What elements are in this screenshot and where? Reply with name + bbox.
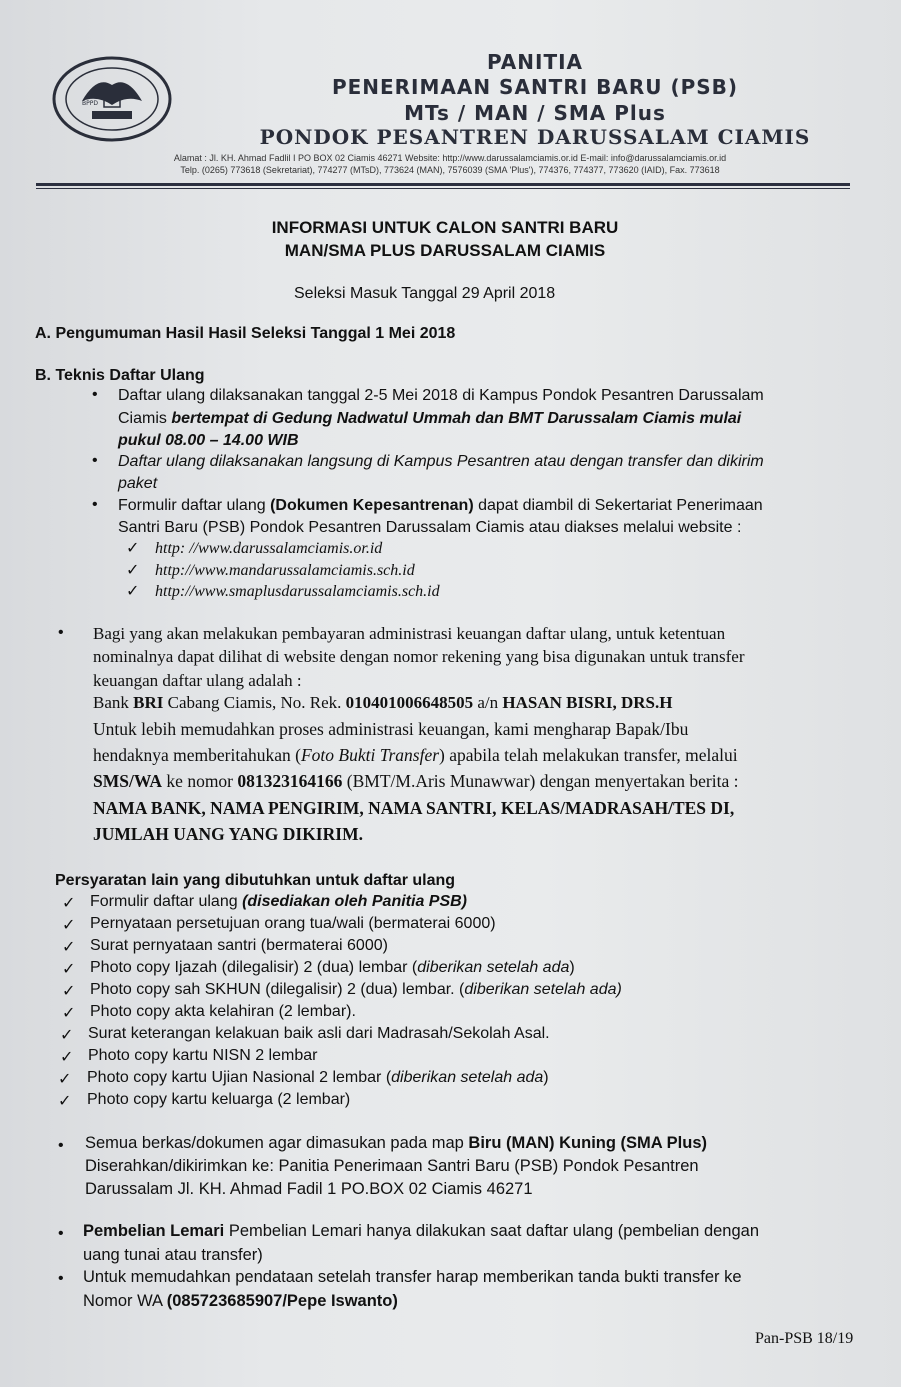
closing-3-line-1: Untuk memudahkan pendataan setelah transfer harap memberikan tanda bukti transfer ke [83, 1268, 742, 1286]
req-item-1: Formulir daftar ulang (disediakan oleh Panitia PSB) [90, 893, 468, 910]
bullet-icon: • [58, 1225, 64, 1242]
seleksi-date: Seleksi Masuk Tanggal 29 April 2018 [294, 285, 556, 302]
closing-1-line-1: Semua berkas/dokumen agar dimasukan pada map Biru (MAN) Kuning (SMA Plus) [85, 1134, 708, 1152]
b2-line-2: paket [118, 475, 158, 492]
header-divider-thin [36, 188, 850, 189]
b1-line-2: Ciamis bertempat di Gedung Nadwatul Ummah dan BMT Darussalam Ciamis mulai [118, 410, 742, 427]
section-b-heading: B. Teknis Daftar Ulang [35, 367, 205, 384]
closing-1-line-3: Darussalam Jl. KH. Ahmad Fadil 1 PO.BOX 02 Ciamis 46271 [85, 1180, 533, 1198]
req-item-8: Photo copy kartu NISN 2 lembar [88, 1047, 318, 1064]
website-link[interactable]: http: //www.darussalamciamis.or.id [155, 540, 383, 557]
payment-line-1: Bagi yang akan melakukan pembayaran administrasi keuangan daftar ulang, untuk ketentuan [93, 624, 726, 643]
req-item-5: Photo copy sah SKHUN (dilegalisir) 2 (dua) lembar. (diberikan setelah ada) [90, 981, 622, 998]
bank-account-line: Bank BRI Cabang Ciamis, No. Rek. 010401006648505 a/n HASAN BISRI, DRS.H [93, 693, 673, 712]
closing-2-line-1: Pembelian Lemari Pembelian Lemari hanya dilakukan saat daftar ulang (pembelian dengan [83, 1222, 760, 1240]
header-address: Alamat : Jl. KH. Ahmad Fadlil I PO BOX 02 Ciamis 46271 Website: http://www.darussalamciamis.or.id E-mail: info@darussalamciamis.or.id [173, 153, 727, 163]
checkmark-icon: ✓ [126, 583, 140, 600]
logo-text: BPPD [82, 100, 98, 107]
closing-2-line-2: uang tunai atau transfer) [83, 1246, 263, 1264]
b2-line-1: Daftar ulang dilaksanakan langsung di Kampus Pesantren atau dengan transfer dan dikirim [118, 453, 764, 470]
closing-3-line-2: Nomor WA (085723685907/Pepe Iswanto) [83, 1292, 398, 1310]
header-divider [36, 183, 850, 186]
checkmark-icon: ✓ [126, 540, 140, 557]
website-link[interactable]: http://www.smaplusdarussalamciamis.sch.id [155, 583, 440, 600]
payment-line-5: Untuk lebih memudahkan proses administrasi keuangan, kami mengharap Bapak/Ibu [93, 719, 689, 739]
bullet-icon: • [92, 496, 98, 513]
header-line-1: PANITIA [486, 50, 584, 74]
header-line-3: MTs / MAN / SMA Plus [404, 101, 666, 125]
payment-line-6: hendaknya memberitahukan (Foto Bukti Transfer) apabila telah melakukan transfer, melalui [93, 745, 738, 765]
checkmark-icon: ✓ [62, 895, 76, 912]
b1-line-3: pukul 08.00 – 14.00 WIB [118, 432, 299, 449]
checkmark-icon: ✓ [62, 939, 76, 956]
req-item-4: Photo copy Ijazah (dilegalisir) 2 (dua) lembar (diberikan setelah ada) [90, 959, 575, 976]
b1-line-1: Daftar ulang dilaksanakan tanggal 2-5 Mei 2018 di Kampus Pondok Pesantren Darussalam [118, 387, 764, 404]
requirements-heading: Persyaratan lain yang dibutuhkan untuk daftar ulang [55, 872, 456, 889]
payment-line-8: NAMA BANK, NAMA PENGIRIM, NAMA SANTRI, KELAS/MADRASAH/TES DI, [93, 798, 735, 818]
req-item-3: Surat pernyataan santri (bermaterai 6000) [90, 937, 388, 954]
header-line-4: PONDOK PESANTREN DARUSSALAM CIAMIS [259, 125, 811, 149]
req-item-6: Photo copy akta kelahiran (2 lembar). [90, 1003, 356, 1020]
bullet-icon: • [58, 624, 64, 641]
bullet-icon: • [92, 386, 98, 403]
payment-line-3: keuangan daftar ulang adalah : [93, 671, 302, 690]
checkmark-icon: ✓ [62, 917, 76, 934]
checkmark-icon: ✓ [60, 1049, 74, 1066]
pesantren-emblem-icon [52, 55, 172, 143]
b3-line-2: Santri Baru (PSB) Pondok Pesantren Darussalam Ciamis atau diakses melalui website : [118, 519, 742, 536]
req-item-9: Photo copy kartu Ujian Nasional 2 lembar (diberikan setelah ada) [87, 1069, 549, 1086]
req-item-2: Pernyataan persetujuan orang tua/wali (bermaterai 6000) [90, 915, 496, 932]
closing-1-line-2: Diserahkan/dikirimkan ke: Panitia Penerimaan Santri Baru (PSB) Pondok Pesantren [85, 1157, 699, 1175]
payment-line-2: nominalnya dapat dilihat di website dengan nomor rekening yang bisa digunakan untuk transfer [93, 647, 745, 666]
website-link[interactable]: http://www.mandarussalamciamis.sch.id [155, 562, 415, 579]
bullet-icon: • [58, 1270, 64, 1287]
checkmark-icon: ✓ [58, 1071, 72, 1088]
checkmark-icon: ✓ [62, 961, 76, 978]
req-item-10: Photo copy kartu keluarga (2 lembar) [87, 1091, 351, 1108]
checkmark-icon: ✓ [60, 1027, 74, 1044]
title-line-1: INFORMASI UNTUK CALON SANTRI BARU [271, 218, 619, 237]
header-line-2: PENERIMAAN SANTRI BARU (PSB) [331, 75, 739, 99]
checkmark-icon: ✓ [62, 983, 76, 1000]
b3-line-1: Formulir daftar ulang (Dokumen Kepesantrenan) dapat diambil di Sekertariat Penerimaan [118, 497, 763, 514]
header-phone: Telp. (0265) 773618 (Sekretariat), 774277 (MTsD), 773624 (MAN), 7576039 (SMA 'Plus'), 774376, 774377, 773620 (IAID), Fax. 773618 [180, 165, 720, 175]
checkmark-icon: ✓ [126, 562, 140, 579]
section-a-heading: A. Pengumuman Hasil Hasil Seleksi Tanggal 1 Mei 2018 [35, 325, 456, 342]
checkmark-icon: ✓ [62, 1005, 76, 1022]
payment-line-7: SMS/WA ke nomor 081323164166 (BMT/M.Aris Munawwar) dengan menyertakan berita : [93, 771, 739, 791]
checkmark-icon: ✓ [58, 1093, 72, 1110]
bullet-icon: • [58, 1137, 64, 1154]
req-item-7: Surat keterangan kelakuan baik asli dari Madrasah/Sekolah Asal. [88, 1025, 550, 1042]
bullet-icon: • [92, 452, 98, 469]
title-line-2: MAN/SMA PLUS DARUSSALAM CIAMIS [284, 241, 606, 260]
page-code: Pan-PSB 18/19 [755, 1330, 854, 1347]
payment-line-9: JUMLAH UANG YANG DIKIRIM. [93, 824, 363, 844]
